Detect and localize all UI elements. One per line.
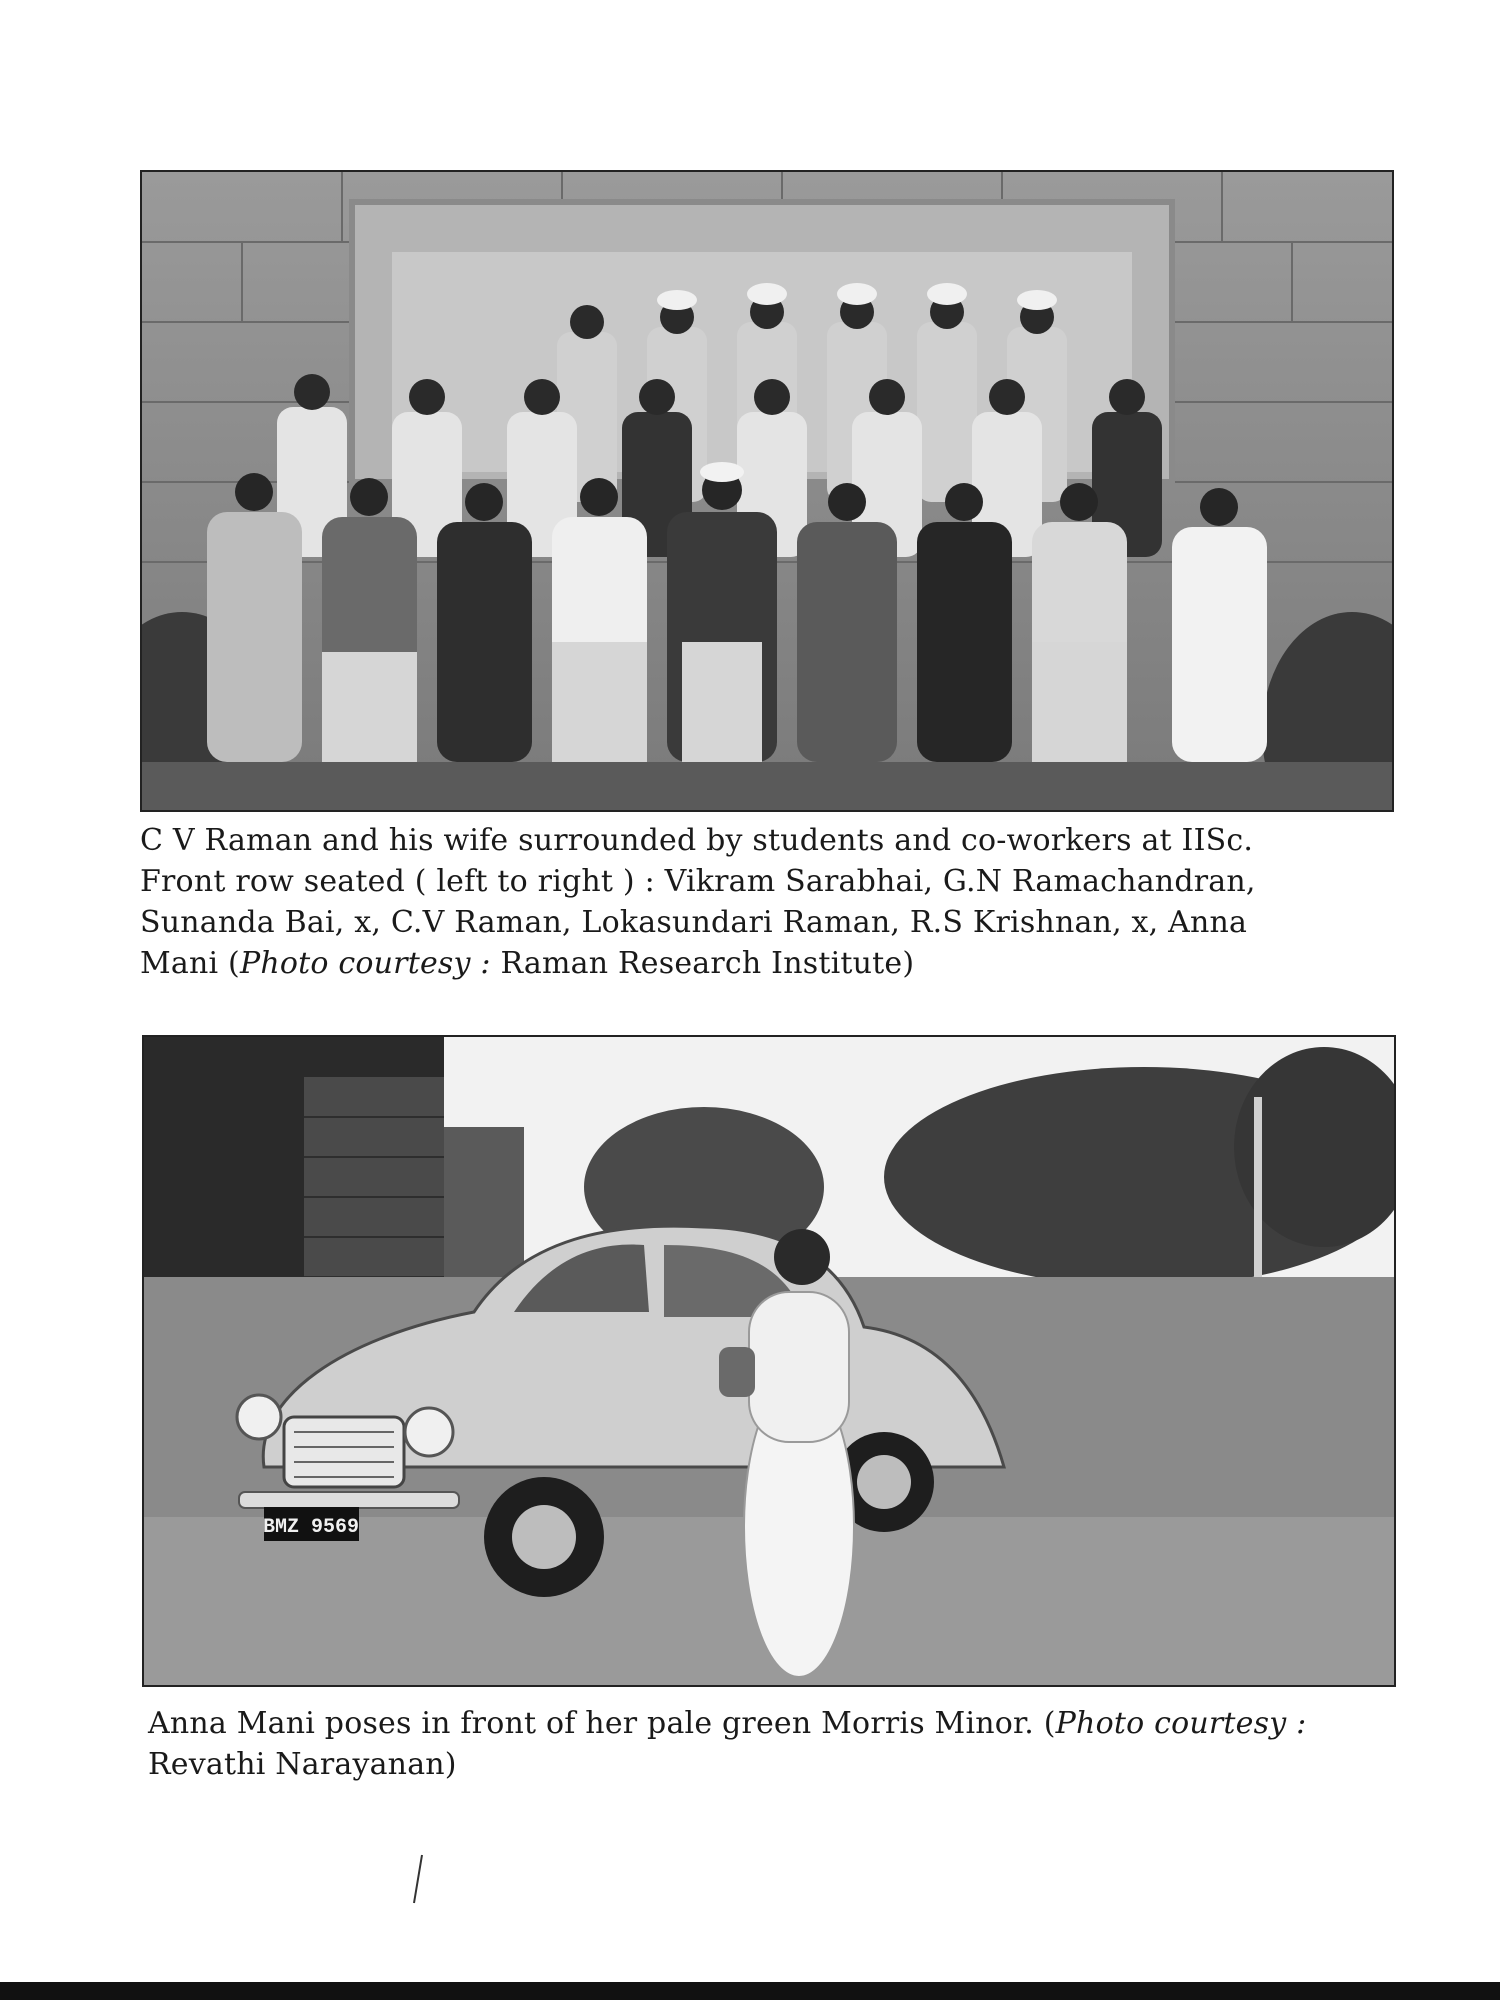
photo-credit-label: Photo courtesy :	[1055, 1706, 1307, 1741]
group-photo	[140, 170, 1394, 812]
photo-credit-source: Revathi Narayanan)	[148, 1747, 457, 1782]
page-bottom-border	[0, 1982, 1500, 2000]
group-photo-image	[142, 172, 1392, 810]
car-photo-image	[144, 1037, 1394, 1685]
caption-line: Mani (	[140, 946, 240, 981]
stray-pen-mark	[412, 1853, 424, 1905]
license-plate-text: BMZ 9569	[262, 1516, 360, 1539]
car-photo	[142, 1035, 1396, 1687]
car-photo-caption	[148, 1703, 1408, 1785]
caption-line: Anna Mani poses in front of her pale green Morris Minor. (	[148, 1706, 1056, 1741]
group-photo-caption	[140, 820, 1400, 984]
caption-line: Front row seated ( left to right ) : Vikram Sarabhai, G.N Ramachandran,	[140, 864, 1256, 899]
photo-credit-label: Photo courtesy :	[239, 946, 491, 981]
caption-line: C V Raman and his wife surrounded by students and co-workers at IISc.	[140, 823, 1254, 858]
caption-line: Sunanda Bai, x, C.V Raman, Lokasundari Raman, R.S Krishnan, x, Anna	[140, 905, 1248, 940]
photo-credit-source: Raman Research Institute)	[490, 946, 915, 981]
